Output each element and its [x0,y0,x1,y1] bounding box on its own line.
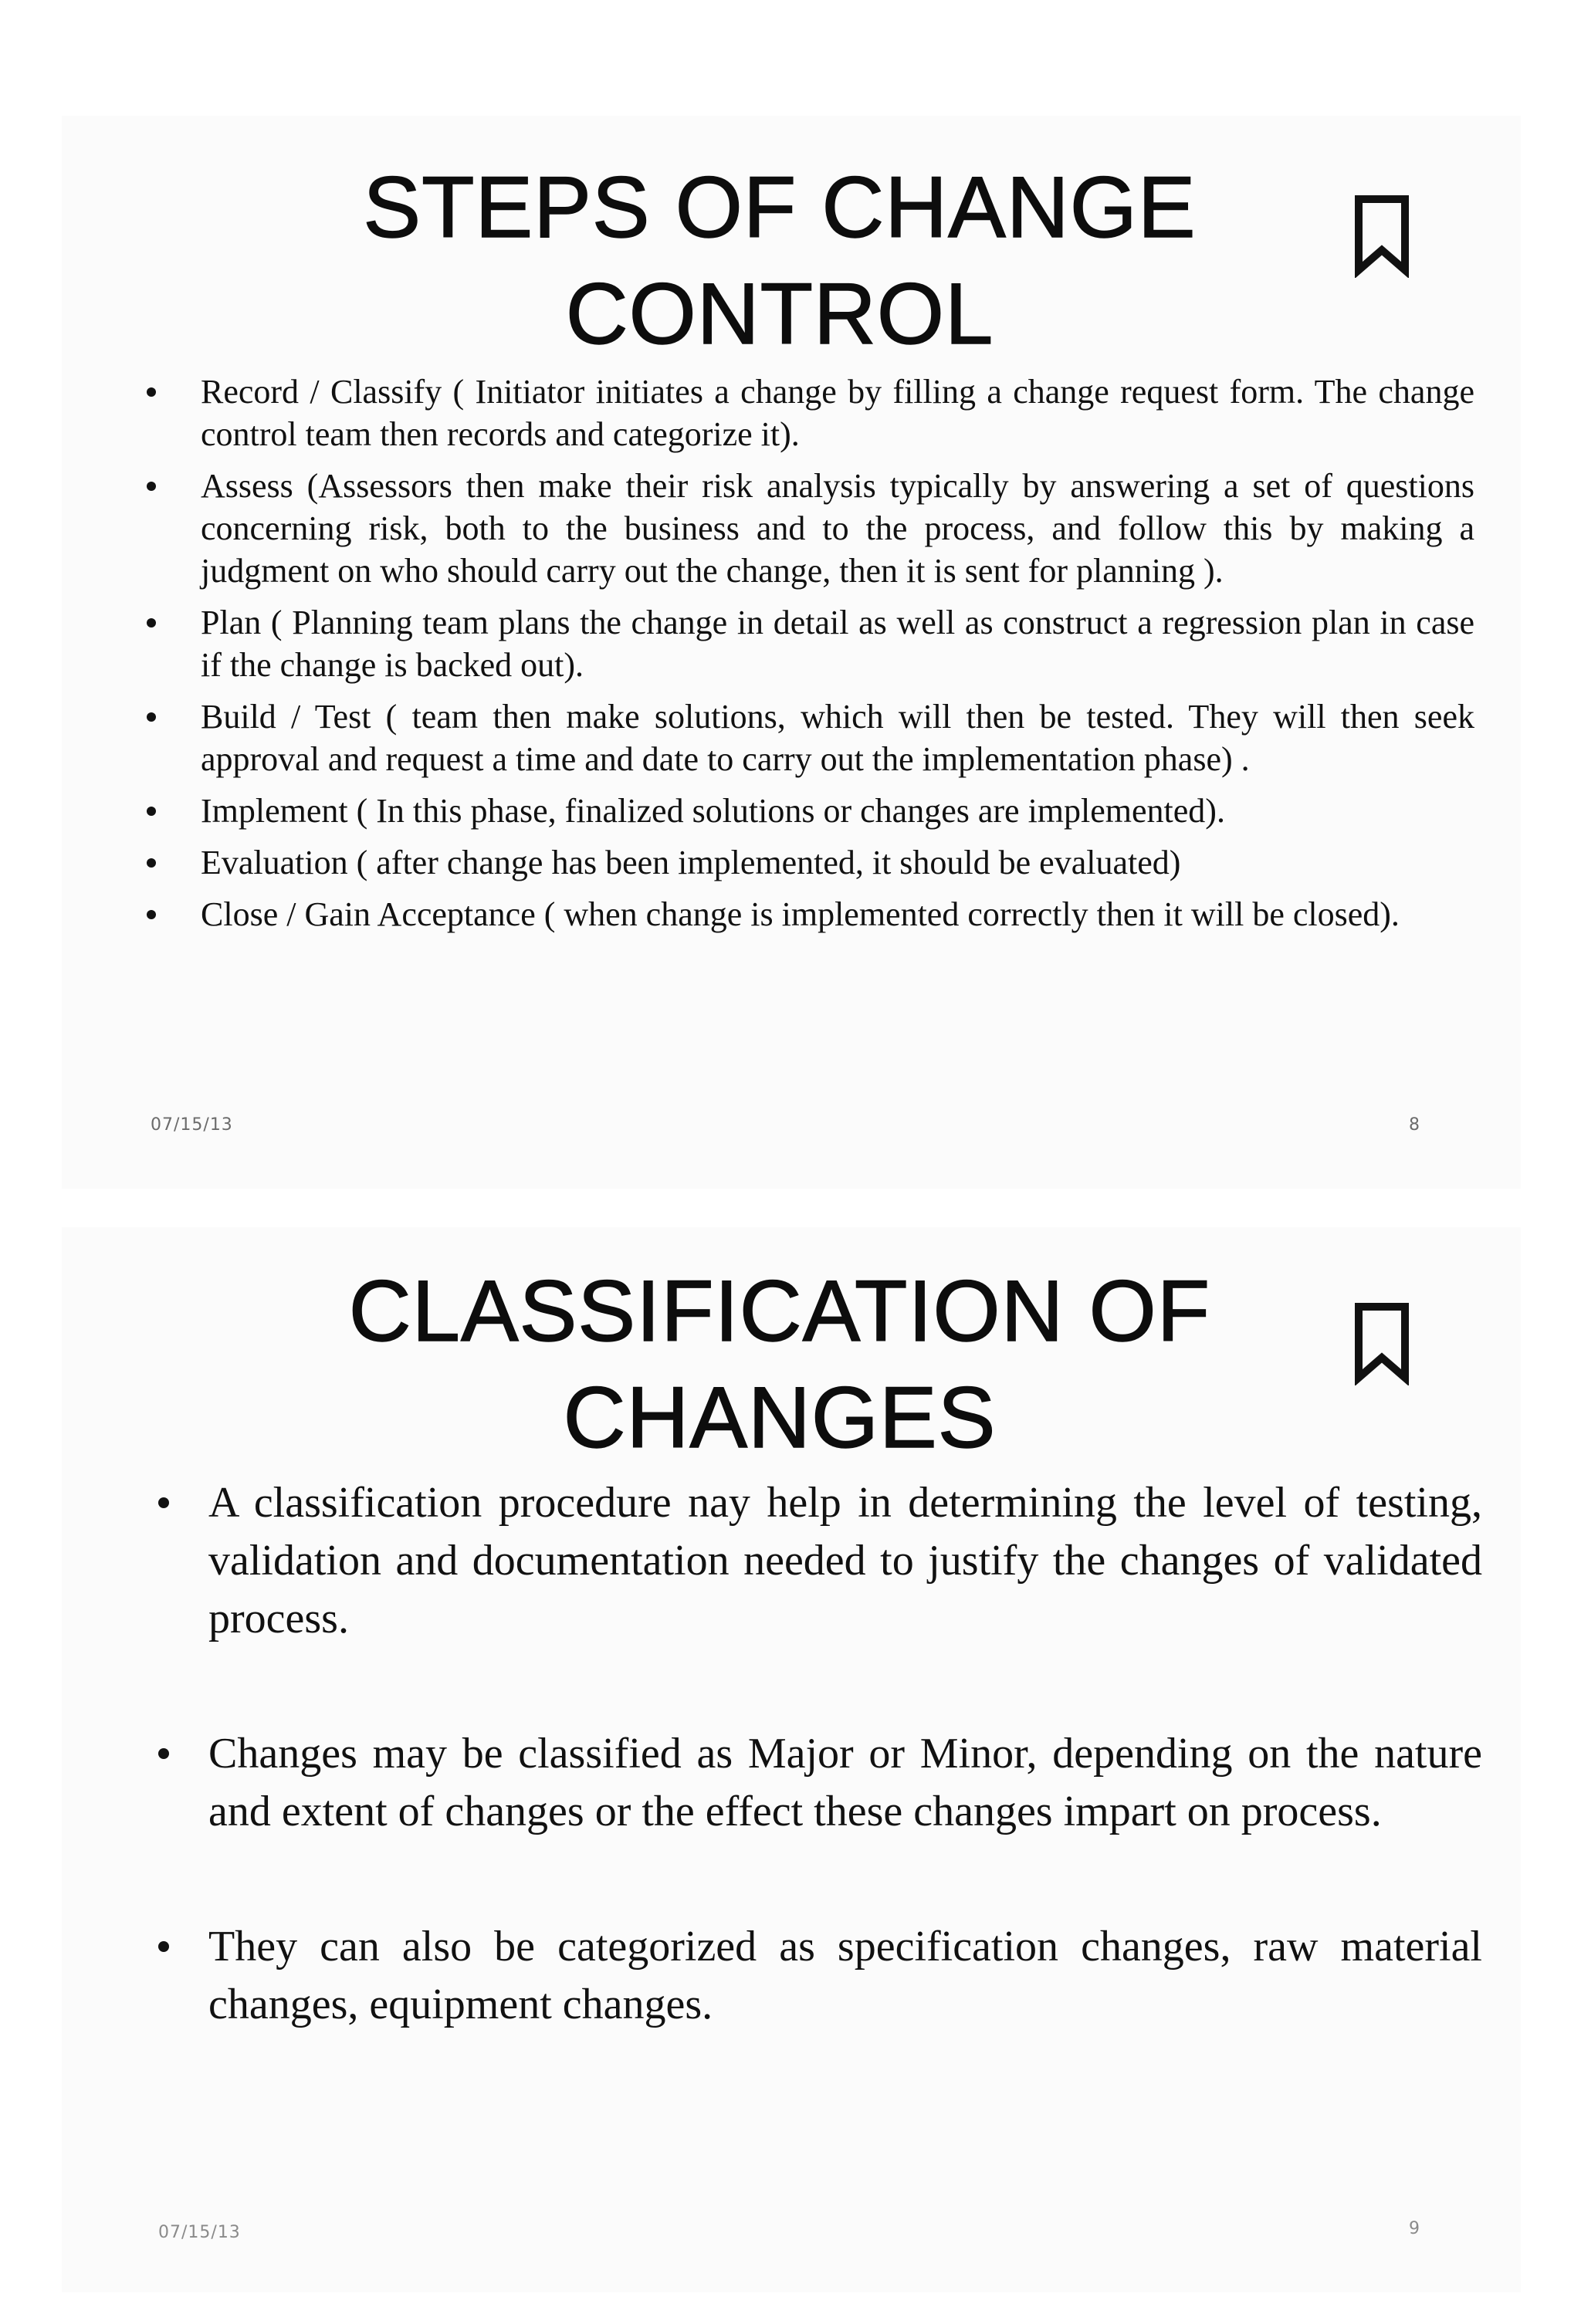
slide-title [62,154,1498,367]
slide-title-line: STEPS OF CHANGE [363,159,1197,255]
slide-title-line: CONTROL [565,265,994,362]
list-item [201,841,1474,884]
bullet-text: Record / Classify ( Initiator initiates a change by filling a change request form. The change control team then records and categorize it). [201,373,1474,453]
slide-classification-of-changes [62,1227,1521,2292]
list-item [208,1918,1482,2034]
slide-number: 8 [1409,1115,1420,1135]
bullet-text: Evaluation ( after change has been implemented, it should be evaluated) [201,844,1181,881]
list-item [208,1725,1482,1841]
bullet-text: Assess (Assessors then make their risk analysis typically by answering a set of questions concerning risk, both to the business and to the process, and follow this by making a judgment on who should carry out the change, then it is sent for planning ). [201,467,1474,590]
slide-number: 9 [1409,2219,1420,2238]
bullet-dot [147,618,156,628]
bullet-dot [158,1941,169,1952]
list-item [208,1474,1482,1648]
bullet-text: Plan ( Planning team plans the change in detail as well as construct a regression plan in case if the change is backed out). [201,604,1474,684]
bullet-text: Changes may be classified as Major or Minor, depending on the nature and extent of changes or the effect these changes impart on process. [208,1730,1482,1835]
list-item [201,790,1474,832]
slide-title-line: CLASSIFICATION OF [348,1263,1211,1359]
bullet-list [208,1474,1482,2111]
bullet-text: They can also be categorized as specification changes, raw material changes, equipment changes. [208,1923,1482,2028]
bullet-text: Implement ( In this phase, finalized solutions or changes are implemented). [201,792,1225,830]
list-item [201,695,1474,780]
list-item [201,893,1474,935]
bullet-text: Close / Gain Acceptance ( when change is implemented correctly then it will be closed). [201,895,1400,933]
bullet-text: A classification procedure nay help in determining the level of testing, validation and documentation needed to justify the changes of validated process. [208,1479,1482,1642]
bullet-dot [147,387,156,397]
bullet-dot [147,910,156,919]
bullet-dot [147,712,156,722]
bullet-dot [158,1497,169,1508]
bookmark-icon[interactable] [1351,193,1413,278]
slide-date: 07/15/13 [158,2223,241,2242]
bullet-dot [158,1748,169,1759]
bullet-list [201,370,1474,945]
bullet-dot [147,807,156,816]
list-item [201,601,1474,686]
list-item [201,465,1474,592]
bookmark-icon[interactable] [1351,1301,1413,1385]
slide-steps-of-change-control [62,116,1521,1189]
slide-title [62,1258,1498,1471]
bullet-dot [147,858,156,868]
slide-title-line: CHANGES [563,1368,997,1466]
slide-date: 07/15/13 [151,1115,233,1135]
bullet-text: Build / Test ( team then make solutions, which will then be tested. They will then seek approval and request a time and date to carry out the implementation phase) . [201,698,1474,778]
list-item [201,370,1474,455]
bullet-dot [147,482,156,491]
